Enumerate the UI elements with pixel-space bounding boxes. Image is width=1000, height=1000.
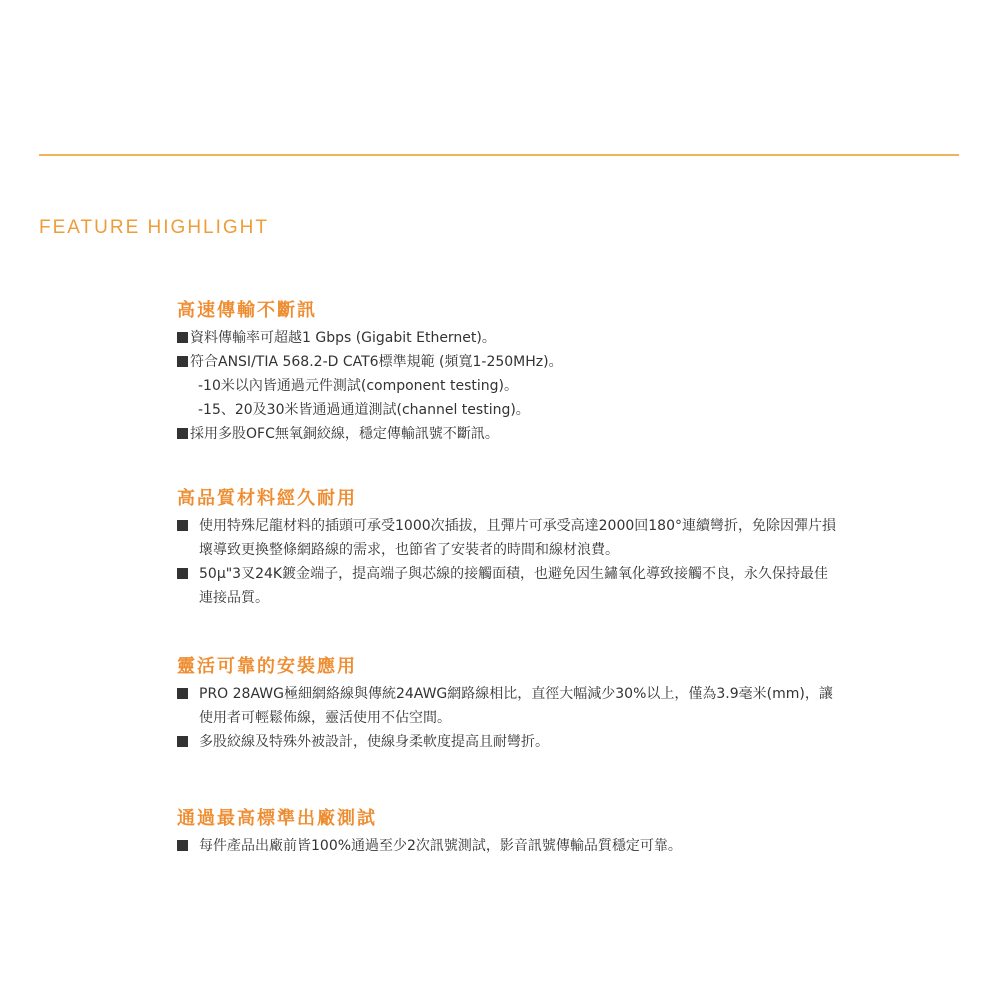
section-title: 靈活可靠的安裝應用 xyxy=(177,656,357,677)
square-bullet-icon xyxy=(177,736,188,747)
section-high-speed xyxy=(177,299,837,446)
sub-list-item xyxy=(177,374,837,398)
list-item-text: 多股絞線及特殊外被設計，使線身柔軟度提高且耐彎折。 xyxy=(199,734,549,750)
sub-list-item-text: -15、20及30米皆通過通道測試(channel testing)。 xyxy=(198,402,530,418)
list-item-text: 每件產品出廠前皆100%通過至少2次訊號測試，影音訊號傳輸品質穩定可靠。 xyxy=(199,838,682,854)
section-title: 高品質材料經久耐用 xyxy=(177,488,357,509)
list-item-text: PRO 28AWG極細網絡線與傳統24AWG網路線相比，直徑大幅減少30%以上，僅為3.9毫米(mm)，讓使用者可輕鬆佈線，靈活使用不佔空間。 xyxy=(199,686,833,726)
list-item-text: 符合ANSI/TIA 568.2-D CAT6標準規範 (頻寬1-250MHz)。 xyxy=(190,354,563,370)
section-factory-testing xyxy=(177,807,837,858)
feature-highlight-heading: FEATURE HIGHLIGHT xyxy=(39,217,269,238)
list-item-text: 使用特殊尼龍材料的插頭可承受1000次插拔，且彈片可承受高達2000回180°連續彎折，免除因彈片損壞導致更換整條網路線的需求，也節省了安裝者的時間和線材浪費。 xyxy=(199,518,836,558)
section-durable-materials xyxy=(177,487,837,610)
list-item xyxy=(177,682,837,730)
section-title: 通過最高標準出廠測試 xyxy=(177,808,377,829)
list-item-text: 資料傳輸率可超越1 Gbps (Gigabit Ethernet)。 xyxy=(190,330,496,346)
sub-list-item-text: -10米以內皆通過元件測試(component testing)。 xyxy=(198,378,518,394)
list-item xyxy=(177,514,837,562)
list-item xyxy=(177,422,837,446)
list-item xyxy=(177,730,837,754)
square-bullet-icon xyxy=(177,356,188,367)
section-title: 高速傳輸不斷訊 xyxy=(177,300,317,321)
section-flexible-installation xyxy=(177,655,837,754)
square-bullet-icon xyxy=(177,568,188,579)
list-item-text: 採用多股OFC無氧銅絞線，穩定傳輸訊號不斷訊。 xyxy=(190,426,499,442)
square-bullet-icon xyxy=(177,840,188,851)
top-divider-line xyxy=(39,154,959,156)
list-item xyxy=(177,326,837,350)
list-item-text: 50µ"3叉24K鍍金端子，提高端子與芯線的接觸面積，也避免因生鏽氧化導致接觸不良，永久保持最佳連接品質。 xyxy=(199,566,829,606)
list-item xyxy=(177,350,837,374)
square-bullet-icon xyxy=(177,688,188,699)
square-bullet-icon xyxy=(177,428,188,439)
square-bullet-icon xyxy=(177,520,188,531)
sub-list-item xyxy=(177,398,837,422)
list-item xyxy=(177,562,837,610)
square-bullet-icon xyxy=(177,332,188,343)
list-item xyxy=(177,834,837,858)
